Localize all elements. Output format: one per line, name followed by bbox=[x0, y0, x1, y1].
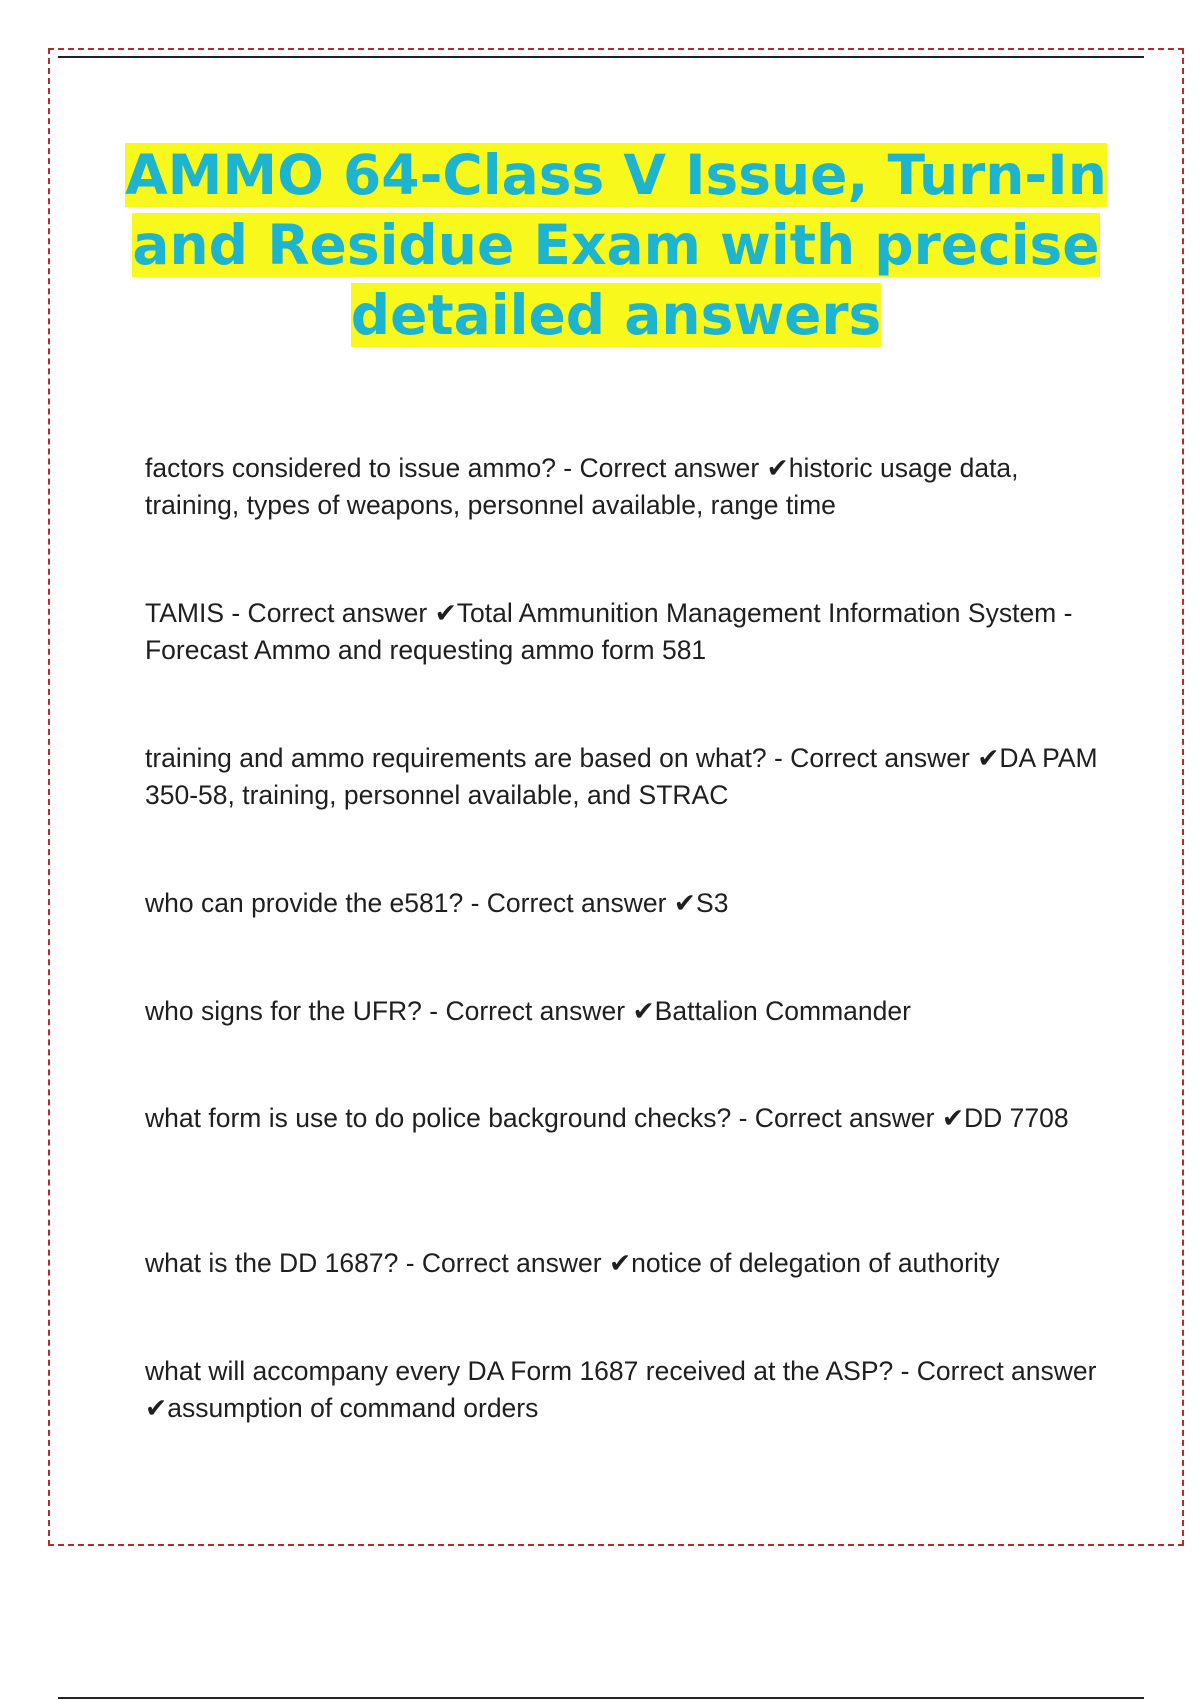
title-highlight: AMMO 64-Class V Issue, Turn-In and Residue Exam with precise detailed answers bbox=[125, 143, 1107, 347]
qa-item: what is the DD 1687? - Correct answer ✔notice of delegation of authority bbox=[145, 1248, 1000, 1278]
document-title bbox=[120, 140, 1112, 350]
top-divider bbox=[58, 56, 1144, 58]
qa-item: what will accompany every DA Form 1687 received at the ASP? - Correct answer ✔assumption of command orders bbox=[145, 1356, 1097, 1423]
qa-item: who signs for the UFR? - Correct answer ✔Battalion Commander bbox=[145, 996, 911, 1026]
qa-item: who can provide the e581? - Correct answer ✔S3 bbox=[145, 888, 729, 918]
qa-item: TAMIS - Correct answer ✔Total Ammunition Management Information System - Forecast Ammo and requesting ammo form 581 bbox=[145, 598, 1073, 665]
bottom-divider bbox=[58, 1697, 1144, 1699]
qa-item: training and ammo requirements are based on what? - Correct answer ✔DA PAM 350-58, training, personnel available, and STRAC bbox=[145, 743, 1098, 810]
qa-item: what form is use to do police background checks? - Correct answer ✔DD 7708 bbox=[145, 1103, 1069, 1133]
qa-item: factors considered to issue ammo? - Correct answer ✔historic usage data, training, types of weapons, personnel available, range time bbox=[145, 453, 1019, 520]
